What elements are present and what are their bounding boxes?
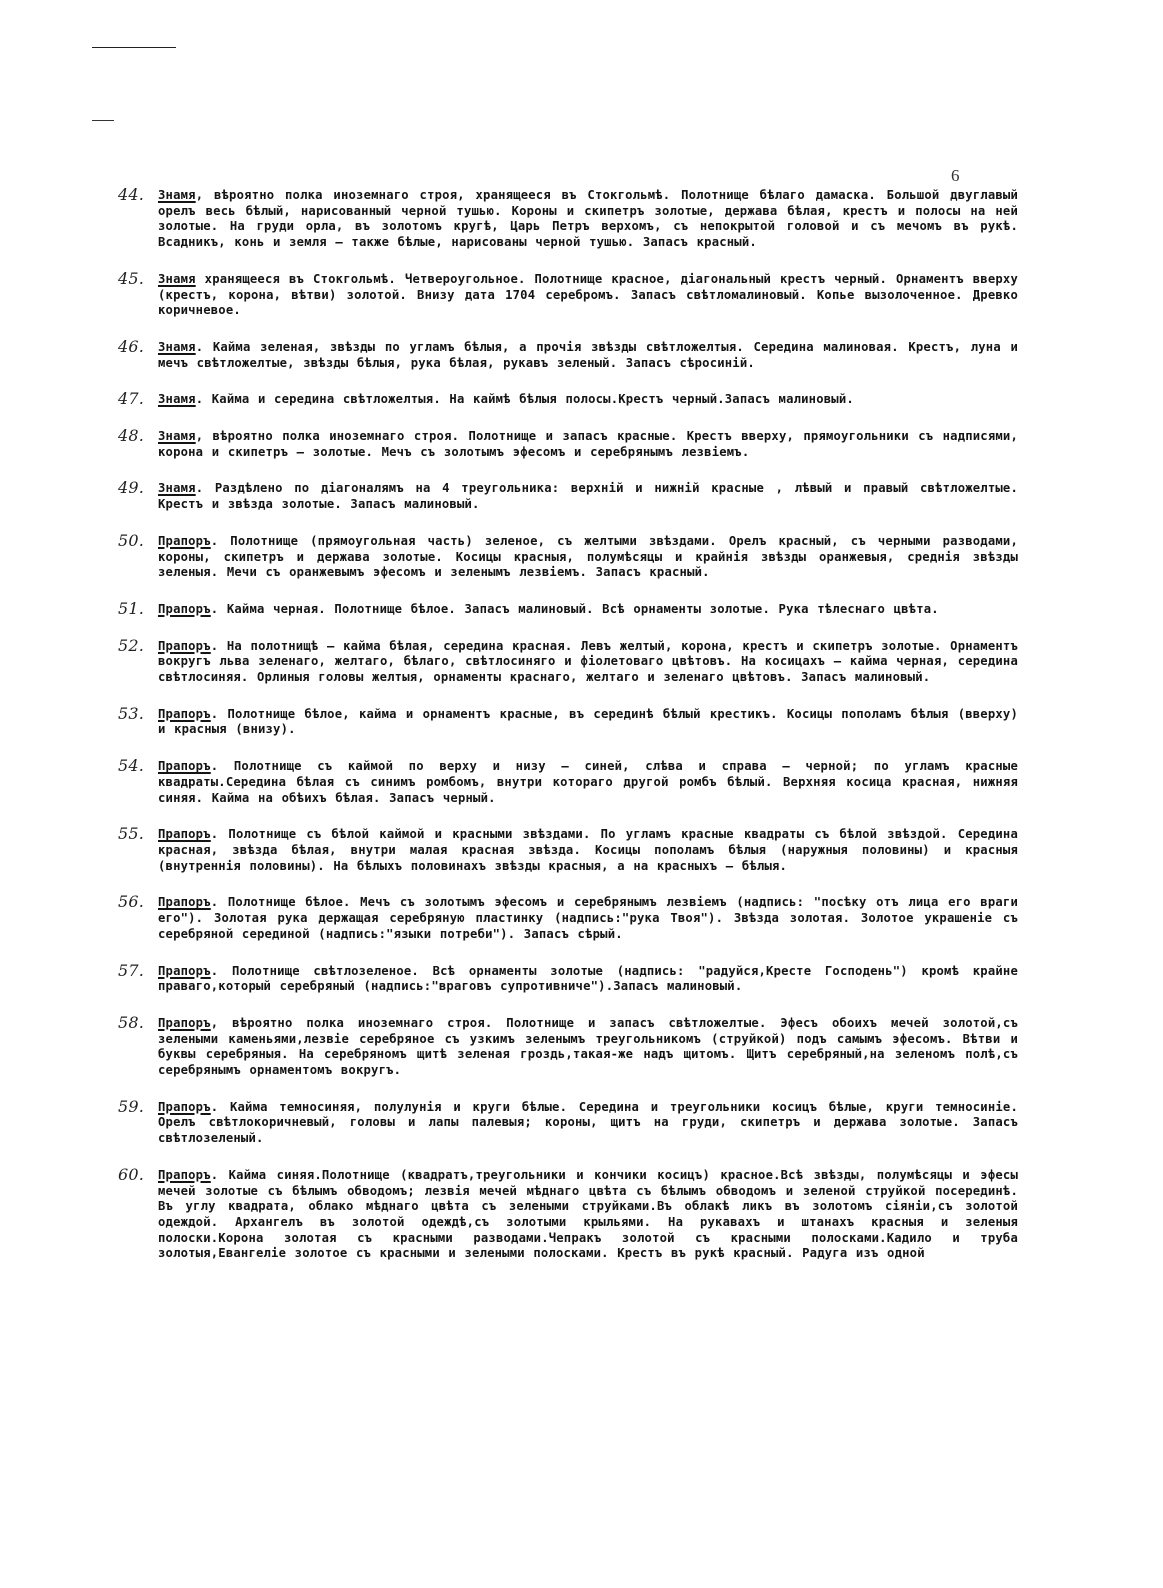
entry-53	[118, 703, 1018, 738]
entry-text: , вѣроятно полка иноземнаго строя. Полотнище и запасъ свѣтложелтые. Эфесъ обоихъ мечей золотой,съ зелеными каменьями,лезвіе серебряное съ узкимъ зеленымъ треугольникомъ (струйкой) подъ самымъ эфесомъ. Вѣтви и буквы серебряныя. На серебряномъ щитѣ зеленая гроздь,такая-же надъ щитомъ. Щитъ серебряный,на зеленомъ полѣ,съ серебрянымъ орнаментомъ вокругъ.	[158, 1015, 1018, 1078]
entry-number: 47.	[118, 389, 145, 409]
entry-57	[118, 960, 1018, 995]
entry-54	[118, 756, 1018, 806]
entry-heading: Прапоръ	[158, 759, 211, 774]
entry-heading: Знамя	[158, 271, 196, 286]
entry-text: . Кайма синяя.Полотнище (квадратъ,треугольники и кончики косицъ) красное.Всѣ звѣзды, полумѣсяцы и эфесы мечей золотые съ бѣлымъ обводомъ; лезвія мечей мѣднаго цвѣта съ бѣлымъ обводомъ и зеленой струйкой посерединѣ. Въ углу квадрата, облако мѣднаго цвѣта съ зелеными струйками.Въ облакѣ ликъ въ золотомъ сіяніи,съ золотой одеждой. Архангелъ въ золотой одеждѣ,съ золотыми крыльями. На рукавахъ и штанахъ красныя и зеленыя полоски.Корона золотая съ красными разводами.Чепракъ золотой съ красными полосками.Кадило и труба золотыя,Евангеліе золотое съ красными и зелеными полосками. Крестъ въ рукѣ красный. Радуга изъ одной	[158, 1167, 1018, 1261]
entry-number: 55.	[118, 824, 145, 844]
entry-number: 58.	[118, 1012, 145, 1032]
entry-text: . Полотнище съ бѣлой каймой и красными звѣздами. По угламъ красные квадраты съ бѣлой звѣздой. Середина красная, звѣзда бѣлая, внутри малая красная звѣзда. Косицы пополамъ бѣлыя (наружныя половины) и красныя (внутреннія половины). На бѣлыхъ половинахъ звѣзды красныя, а на красныхъ – бѣлыя.	[158, 827, 1018, 873]
entry-text: , вѣроятно полка иноземнаго строя, хранящееся въ Стокгольмѣ. Полотнище бѣлаго дамаска. Большой двуглавый орелъ весь бѣлый, нарисованный черной тушью. Короны и скипетръ золотые, держава бѣлая, крестъ и полосы на ней золотые. На груди орла, въ золотомъ кругѣ, Царь Петръ верхомъ, съ непокрытой головой и съ мечомъ въ рукѣ. Всадникъ, конь и земля – также бѣлые, нарисованы черной тушью. Запасъ красный.	[158, 188, 1018, 250]
entry-heading: Прапоръ	[158, 1015, 211, 1030]
entry-heading: Прапоръ	[158, 638, 211, 653]
entry-number: 54.	[118, 756, 145, 776]
entry-text: . Полотнище съ каймой по верху и низу – синей, слѣва и справа – черной; по угламъ красные квадраты.Середина бѣлая съ синимъ ромбомъ, внутри котораго другой ромбъ бѣлый. Верхняя косица красная, нижняя синяя. Кайма на обѣихъ бѣлая. Запасъ черный.	[158, 759, 1018, 805]
entry-heading: Знамя	[158, 481, 196, 496]
entry-51	[118, 598, 1018, 618]
entry-49	[118, 478, 1018, 512]
entry-46	[118, 336, 1018, 371]
entry-text: . Полотнище (прямоугольная часть) зеленое, съ желтыми звѣздами. Орелъ красный, съ черными разводами, короны, скипетръ и держава золотые. Косицы красныя, полумѣсяцы и крайнія звѣзды оранжевыя, среднія звѣзды зеленыя. Мечи съ оранжевымъ эфесомъ и зеленымъ лезвіемъ. Запасъ красный.	[158, 533, 1018, 580]
entry-number: 50.	[118, 530, 145, 550]
entry-48	[118, 426, 1018, 460]
entry-number: 56.	[118, 892, 145, 912]
entry-44	[118, 185, 1018, 251]
entry-heading: Знамя	[158, 392, 196, 407]
entry-heading: Прапоръ	[158, 1099, 211, 1114]
entry-heading: Знамя	[158, 339, 196, 354]
entry-heading: Знамя	[158, 188, 196, 202]
entry-number: 48.	[118, 426, 145, 446]
entry-heading: Прапоръ	[158, 827, 211, 842]
entry-text: . Кайма зеленая, звѣзды по угламъ бѣлыя, а прочія звѣзды свѣтложелтыя. Середина малиновая. Крестъ, луна и мечъ свѣтложелтые, звѣзды бѣлыя, рука бѣлая, рукавъ зеленый. Запасъ сѣросиній.	[158, 339, 1018, 370]
entries-list	[118, 185, 1018, 1283]
entry-text: . Полотнище свѣтлозеленое. Всѣ орнаменты золотые (надпись: "радуйся,Кресте Господень") кромѣ крайнe праваго,который серебряный (надпись:"враговъ супротивниче").Запасъ малиновый.	[158, 963, 1018, 994]
entry-text: . На полотнищѣ – кайма бѣлая, середина красная. Левъ желтый, корона, крестъ и скипетръ золотые. Орнаментъ вокругъ льва зеленаго, желтаго, бѣлаго, свѣтлосиняго и фіолетоваго цвѣтовъ. На косицахъ – кайма черная, середина свѣтлосиняя. Орлиныя головы желтыя, орнаменты краснаго, желтаго и зеленаго цвѣтовъ. Запасъ малиновый.	[158, 638, 1018, 685]
entry-text: . Кайма темносиняя, полулунія и круги бѣлые. Середина и треугольники косицъ бѣлые, круги темносиніе. Орелъ свѣтлокоричневый, головы и лапы палевыя; короны, щитъ на груди, скипетръ и держава золотые. Запасъ свѣтлозеленый.	[158, 1099, 1018, 1146]
entry-number: 45.	[118, 268, 145, 288]
entry-55	[118, 824, 1018, 874]
entry-heading: Прапоръ	[158, 533, 211, 548]
entry-56	[118, 892, 1018, 942]
entry-number: 52.	[118, 635, 145, 655]
entry-heading: Прапоръ	[158, 895, 211, 910]
entry-heading: Прапоръ	[158, 601, 211, 616]
page-number: 6	[951, 166, 960, 185]
entry-50	[118, 530, 1018, 581]
entry-number: 60.	[118, 1164, 145, 1184]
entry-45	[118, 268, 1018, 319]
entry-52	[118, 635, 1018, 686]
entry-number: 49.	[118, 478, 145, 498]
entry-heading: Знамя	[158, 429, 196, 444]
entry-58	[118, 1012, 1018, 1079]
entry-60	[118, 1164, 1018, 1262]
entry-number: 59.	[118, 1096, 145, 1116]
entry-number: 53.	[118, 703, 145, 723]
top-rule-line	[92, 47, 176, 48]
entry-heading: Прапоръ	[158, 963, 211, 978]
entry-number: 46.	[118, 336, 145, 356]
entry-text: . Полотнище бѣлое, кайма и орнаментъ красные, въ серединѣ бѣлый крестикъ. Косицы пополамъ бѣлыя (вверху) и красныя (внизу).	[158, 706, 1018, 737]
entry-text: . Раздѣлено по діагоналямъ на 4 треугольника: верхній и нижній красные , лѣвый и правый свѣтложелтые. Крестъ и звѣзда золотые. Запасъ малиновый.	[158, 481, 1018, 512]
short-rule-line	[92, 120, 114, 121]
entry-number: 57.	[118, 960, 145, 980]
entry-text: . Кайма черная. Полотнище бѣлое. Запасъ малиновый. Всѣ орнаменты золотые. Рука тѣлеснаго цвѣта.	[210, 601, 939, 616]
entry-number: 51.	[118, 598, 145, 618]
entry-text: , вѣроятно полка иноземнаго строя. Полотнище и запасъ красные. Крестъ вверху, прямоугольники съ надписями, корона и скипетръ – золотые. Мечъ съ золотымъ эфесомъ и серебрянымъ лезвіемъ.	[158, 429, 1018, 459]
entry-number: 44.	[118, 185, 145, 204]
entry-heading: Прапоръ	[158, 1167, 211, 1182]
entry-text: хранящееся въ Стокгольмѣ. Четвероугольное. Полотнище красное, діагональный крестъ черный. Орнаментъ вверху (крестъ, корона, вѣтви) золотой. Внизу дата 1704 серебромъ. Запасъ свѣтломалиновый. Копье вызолоченное. Древко коричневое.	[158, 271, 1018, 318]
entry-heading: Прапоръ	[158, 706, 211, 721]
entry-text: . Полотнище бѣлое. Мечъ съ золотымъ эфесомъ и серебрянымъ лезвіемъ (надпись: "посѣку отъ лица его враги его"). Золотая рука держащая серебряную пластинку (надпись:"рука Твоя"). Звѣзда золотая. Золотое украшеніе съ серебряной серединой (надпись:"языки потреби"). Запасъ сѣрый.	[158, 895, 1018, 941]
entry-47	[118, 389, 1018, 409]
entry-59	[118, 1096, 1018, 1147]
entry-text: . Кайма и середина свѣтложелтыя. На каймѣ бѣлыя полосы.Крестъ черный.Запасъ малиновый.	[195, 392, 854, 407]
